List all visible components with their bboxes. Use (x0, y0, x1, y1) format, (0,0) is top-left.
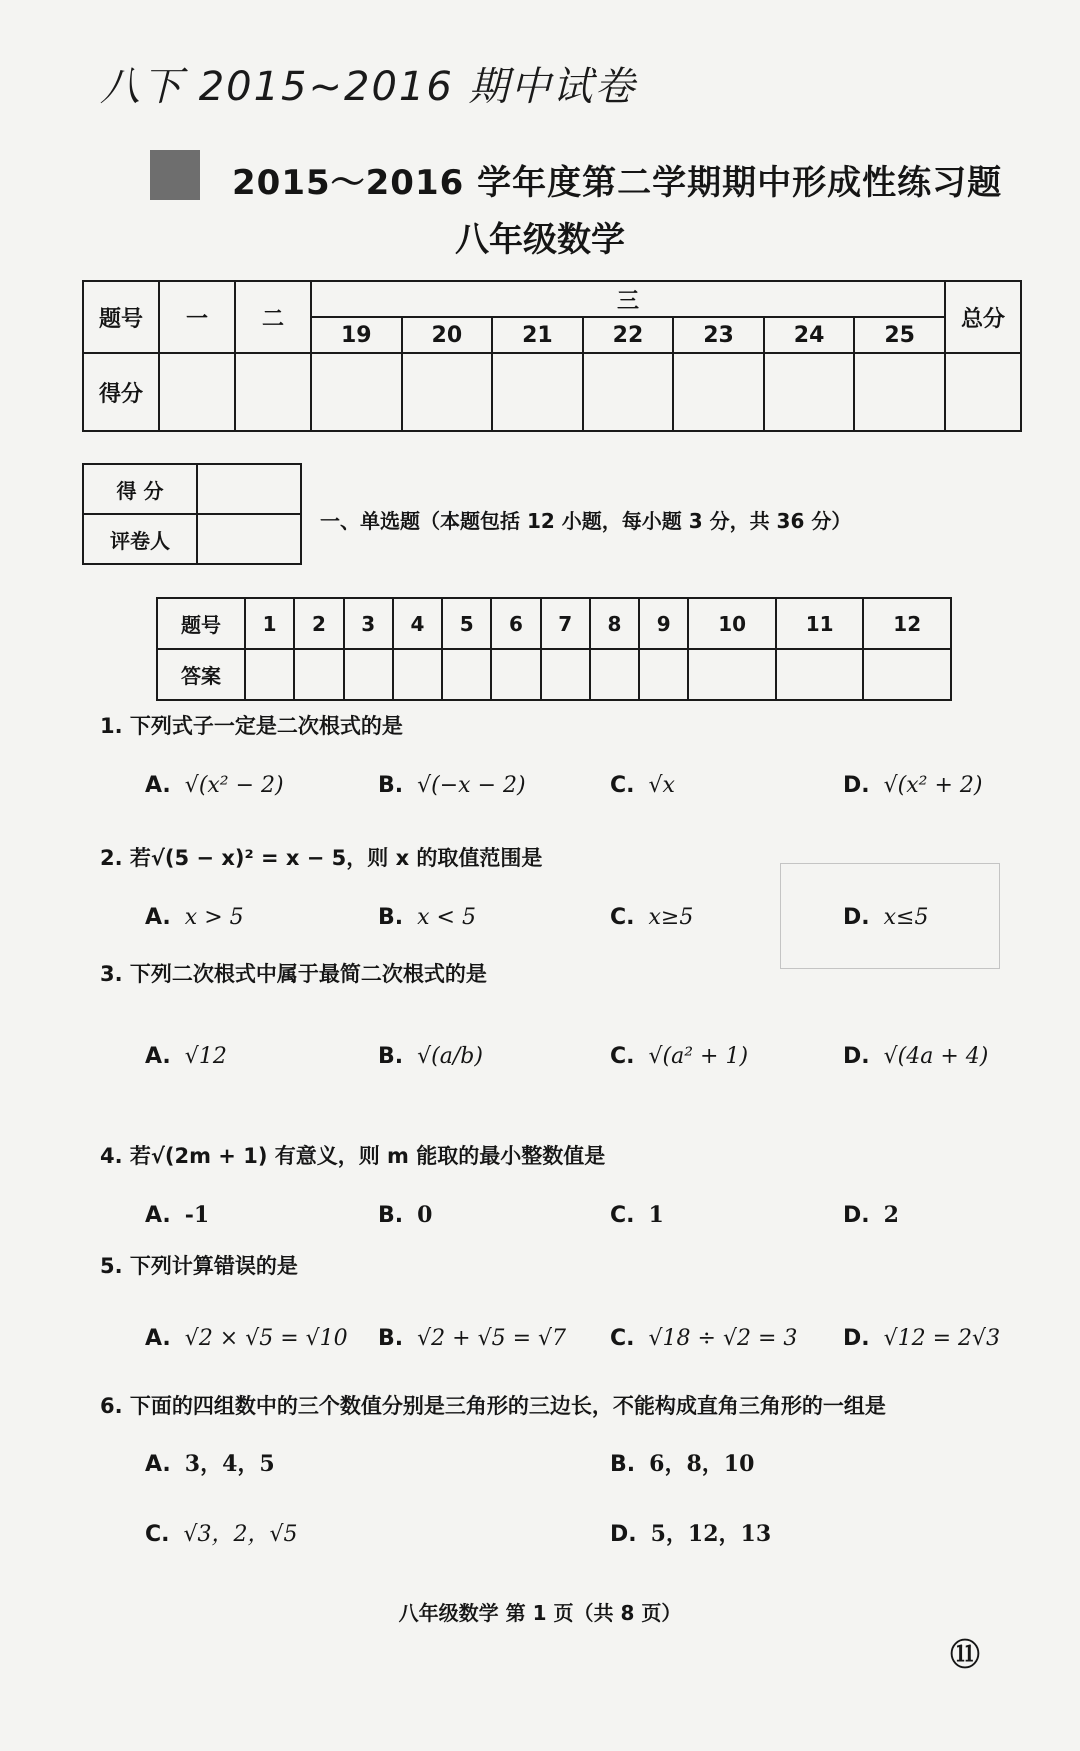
score-table-part1: 一 (159, 281, 235, 353)
grader-score-label: 得 分 (83, 464, 197, 514)
answer-cell[interactable] (688, 649, 776, 700)
answer-cell[interactable] (245, 649, 294, 700)
question-1-option-b: B. √(−x − 2) (378, 773, 526, 798)
grader-score-cell[interactable] (197, 464, 301, 514)
answer-cell[interactable] (442, 649, 491, 700)
answer-number: 12 (863, 598, 951, 649)
answer-number: 5 (442, 598, 491, 649)
answer-cell[interactable] (541, 649, 590, 700)
answer-cell[interactable] (344, 649, 393, 700)
question-2-option-b: B. x < 5 (378, 905, 476, 930)
handwritten-note: 八下 2015~2016 期中试卷 (100, 64, 637, 110)
score-cell[interactable] (159, 353, 235, 431)
question-3-option-a: A. √12 (145, 1044, 227, 1069)
score-table-item: 25 (854, 317, 945, 353)
answer-cell[interactable] (590, 649, 639, 700)
answer-number: 4 (393, 598, 442, 649)
question-2-option-d: D. x≤5 (843, 905, 929, 930)
score-table-part3: 三 (311, 281, 945, 317)
score-cell[interactable] (945, 353, 1021, 431)
answer-number: 6 (491, 598, 540, 649)
question-3-option-d: D. √(4a + 4) (843, 1044, 989, 1069)
answer-number: 11 (776, 598, 864, 649)
grader-name-label: 评卷人 (83, 514, 197, 564)
question-6-option-a: A. 3，4，5 (145, 1451, 275, 1477)
answer-cell[interactable] (491, 649, 540, 700)
score-cell[interactable] (854, 353, 945, 431)
question-6-stem: 6. 下面的四组数中的三个数值分别是三角形的三边长，不能构成直角三角形的一组是 (100, 1394, 886, 1418)
question-5-stem: 5. 下列计算错误的是 (100, 1254, 298, 1278)
page-footer: 八年级数学 第 1 页（共 8 页） (398, 1601, 682, 1625)
score-cell[interactable] (492, 353, 583, 431)
answer-table-number-label: 题号 (157, 598, 245, 649)
score-table-total: 总分 (945, 281, 1021, 353)
question-6-option-b: B. 6，8，10 (610, 1451, 755, 1477)
gray-block (150, 150, 200, 200)
question-4-option-d: D. 2 (843, 1202, 899, 1228)
score-table-part2: 二 (235, 281, 311, 353)
score-cell[interactable] (764, 353, 855, 431)
answer-number: 7 (541, 598, 590, 649)
question-6-option-d: D. 5，12，13 (610, 1521, 772, 1547)
answer-number: 2 (294, 598, 343, 649)
question-3-stem: 3. 下列二次根式中属于最简二次根式的是 (100, 962, 487, 986)
question-5-option-d: D. √12 = 2√3 (843, 1326, 1001, 1351)
answer-number: 1 (245, 598, 294, 649)
section-heading: 一、单选题（本题包括 12 小题，每小题 3 分，共 36 分） (320, 509, 852, 533)
question-1-option-c: C. √x (610, 773, 675, 798)
score-table-number-label: 题号 (83, 281, 159, 353)
question-2-option-a: A. x > 5 (145, 905, 244, 930)
score-table (82, 280, 1022, 432)
question-1-stem: 1. 下列式子一定是二次根式的是 (100, 714, 403, 738)
question-2-option-c: C. x≥5 (610, 905, 694, 930)
question-4-option-b: B. 0 (378, 1202, 433, 1228)
score-table-item: 23 (673, 317, 764, 353)
answer-cell[interactable] (294, 649, 343, 700)
question-4-stem: 4. 若√(2m + 1) 有意义，则 m 能取的最小整数值是 (100, 1144, 606, 1168)
score-cell[interactable] (235, 353, 311, 431)
answer-number: 9 (639, 598, 688, 649)
page-subtitle: 八年级数学 (455, 220, 625, 260)
answer-number: 10 (688, 598, 776, 649)
answer-table (156, 597, 952, 701)
question-3-option-c: C. √(a² + 1) (610, 1044, 749, 1069)
score-table-item: 22 (583, 317, 674, 353)
question-5-option-c: C. √18 ÷ √2 = 3 (610, 1326, 798, 1351)
answer-cell[interactable] (393, 649, 442, 700)
score-table-score-label: 得分 (83, 353, 159, 431)
grader-table (82, 463, 302, 565)
corner-mark: ⑪ (950, 1638, 980, 1673)
answer-number: 3 (344, 598, 393, 649)
score-cell[interactable] (311, 353, 402, 431)
score-table-item: 24 (764, 317, 855, 353)
question-6-option-c: C. √3，2，√5 (145, 1522, 298, 1547)
score-table-item: 20 (402, 317, 493, 353)
question-5-option-a: A. √2 × √5 = √10 (145, 1326, 348, 1351)
answer-cell[interactable] (776, 649, 864, 700)
grader-name-cell[interactable] (197, 514, 301, 564)
page-title: 2015～2016 学年度第二学期期中形成性练习题 (232, 163, 1003, 203)
answer-cell[interactable] (863, 649, 951, 700)
question-1-option-d: D. √(x² + 2) (843, 773, 983, 798)
answer-cell[interactable] (639, 649, 688, 700)
question-4-option-a: A. -1 (145, 1202, 210, 1228)
answer-table-answer-label: 答案 (157, 649, 245, 700)
question-3-option-b: B. √(a/b) (378, 1044, 483, 1069)
question-1-option-a: A. √(x² − 2) (145, 773, 284, 798)
question-5-option-b: B. √2 + √5 = √7 (378, 1326, 567, 1351)
score-cell[interactable] (673, 353, 764, 431)
score-table-item: 21 (492, 317, 583, 353)
question-2-stem: 2. 若√(5 − x)² = x − 5，则 x 的取值范围是 (100, 846, 543, 870)
answer-number: 8 (590, 598, 639, 649)
question-4-option-c: C. 1 (610, 1202, 664, 1228)
score-cell[interactable] (402, 353, 493, 431)
score-table-item: 19 (311, 317, 402, 353)
score-cell[interactable] (583, 353, 674, 431)
